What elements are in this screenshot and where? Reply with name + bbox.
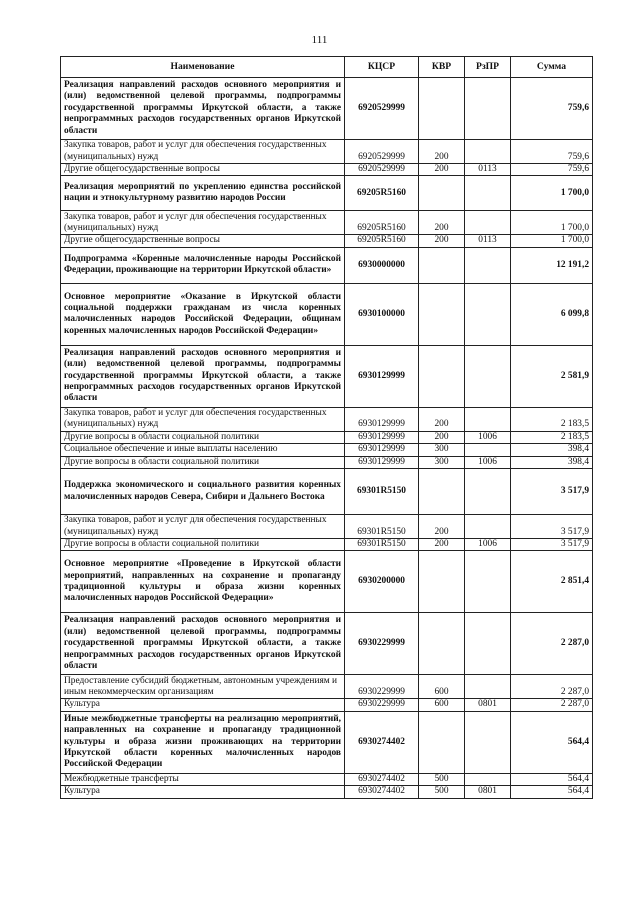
row-kcsr-cell: 69301R5150 [345,539,419,551]
row-sum-cell: 3 517,9 [511,539,593,551]
row-name-cell: Другие вопросы в области социальной политики [61,539,345,551]
row-rzpr-cell: 0801 [465,699,511,711]
table-row [61,283,593,345]
row-sum-cell: 6 099,8 [511,283,593,345]
table-header-row [61,57,593,78]
row-kvr-cell: 200 [419,431,465,443]
table-row [61,551,593,613]
row-kvr-cell: 300 [419,444,465,456]
row-sum-cell: 398,4 [511,444,593,456]
row-rzpr-cell [465,78,511,140]
row-name-cell: Поддержка экономического и социального развития коренных малочисленных народов Севера, Сибири и Дальнего Востока [61,469,345,515]
row-kcsr-cell: 6930100000 [345,283,419,345]
row-kcsr-cell: 6930129999 [345,407,419,431]
row-name-cell: Закупка товаров, работ и услуг для обеспечения государственных (муниципальных) нужд [61,140,345,164]
header-rzpr: РзПР [465,57,511,78]
table-row [61,469,593,515]
table-row [61,613,593,675]
row-kcsr-cell: 6930129999 [345,444,419,456]
row-kcsr-cell: 6930274402 [345,773,419,785]
row-kvr-cell: 600 [419,699,465,711]
row-kvr-cell: 200 [419,407,465,431]
row-kcsr-cell: 6930000000 [345,247,419,283]
row-kvr-cell [419,345,465,407]
row-kcsr-cell: 6920529999 [345,164,419,176]
row-sum-cell: 2 581,9 [511,345,593,407]
row-kcsr-cell: 69301R5150 [345,469,419,515]
row-sum-cell: 759,6 [511,140,593,164]
row-rzpr-cell [465,773,511,785]
row-sum-cell: 564,4 [511,773,593,785]
row-name-cell: Основное мероприятие «Оказание в Иркутской области социальной поддержки гражданам из числа коренных малочисленных народов Российской Федерации, общинам коренных малочисленных народов Российской Федерации» [61,283,345,345]
row-rzpr-cell: 0113 [465,164,511,176]
row-name-cell: Закупка товаров, работ и услуг для обеспечения государственных (муниципальных) нужд [61,407,345,431]
row-kvr-cell: 500 [419,786,465,798]
row-sum-cell: 1 700,0 [511,176,593,211]
row-rzpr-cell [465,247,511,283]
row-kcsr-cell: 6930229999 [345,613,419,675]
row-kcsr-cell: 69301R5150 [345,515,419,539]
row-kcsr-cell: 69205R5160 [345,235,419,247]
row-sum-cell: 1 700,0 [511,235,593,247]
row-name-cell: Другие общегосударственные вопросы [61,164,345,176]
table-row [61,711,593,773]
row-kvr-cell: 300 [419,456,465,468]
row-name-cell: Реализация направлений расходов основного мероприятия и (или) ведомственной целевой программы, подпрограммы государственной программы Иркутской области, а также непрограммных расходов государственных органов Иркутской области [61,78,345,140]
row-rzpr-cell [465,407,511,431]
row-kvr-cell [419,78,465,140]
row-name-cell: Реализация мероприятий по укреплению единства российской нации и этнокультурному развитию народов России [61,176,345,211]
row-kvr-cell [419,176,465,211]
table-row [61,539,593,551]
table-row [61,456,593,468]
row-name-cell: Другие вопросы в области социальной политики [61,456,345,468]
row-rzpr-cell [465,613,511,675]
row-name-cell: Межбюджетные трансферты [61,773,345,785]
row-sum-cell: 1 700,0 [511,211,593,235]
page-number: 111 [311,34,328,46]
row-rzpr-cell [465,283,511,345]
row-sum-cell: 12 191,2 [511,247,593,283]
row-kcsr-cell: 6930200000 [345,551,419,613]
header-kcsr: КЦСР [345,57,419,78]
table-row [61,407,593,431]
row-rzpr-cell [465,211,511,235]
row-name-cell: Закупка товаров, работ и услуг для обеспечения государственных (муниципальных) нужд [61,211,345,235]
row-rzpr-cell [465,551,511,613]
table-row [61,211,593,235]
row-name-cell: Основное мероприятие «Проведение в Иркутской области мероприятий, направленных на сохранение и пропаганду традиционной культуры и образа жизни коренных малочисленных народов Российской Федерации» [61,551,345,613]
row-rzpr-cell [465,140,511,164]
row-sum-cell: 2 287,0 [511,613,593,675]
table-row [61,431,593,443]
row-kvr-cell [419,469,465,515]
table-row [61,247,593,283]
row-kcsr-cell: 6930129999 [345,431,419,443]
row-rzpr-cell [465,515,511,539]
row-kvr-cell: 200 [419,211,465,235]
row-name-cell: Подпрограмма «Коренные малочисленные народы Российской Федерации, проживающие на территории Иркутской области» [61,247,345,283]
row-kvr-cell: 200 [419,235,465,247]
header-name: Наименование [61,57,345,78]
row-kcsr-cell: 6930229999 [345,675,419,699]
row-kcsr-cell: 6930129999 [345,456,419,468]
table-row [61,786,593,798]
row-rzpr-cell: 1006 [465,456,511,468]
row-kvr-cell [419,247,465,283]
row-rzpr-cell: 0801 [465,786,511,798]
row-kvr-cell: 200 [419,515,465,539]
header-kvr: КВР [419,57,465,78]
row-kcsr-cell: 6920529999 [345,140,419,164]
row-kcsr-cell: 6930274402 [345,711,419,773]
row-name-cell: Закупка товаров, работ и услуг для обеспечения государственных (муниципальных) нужд [61,515,345,539]
row-name-cell: Другие вопросы в области социальной политики [61,431,345,443]
table-row [61,515,593,539]
row-kvr-cell [419,551,465,613]
row-sum-cell: 2 287,0 [511,699,593,711]
row-sum-cell: 564,4 [511,711,593,773]
row-rzpr-cell [465,345,511,407]
table-row [61,773,593,785]
row-kcsr-cell: 6930129999 [345,345,419,407]
budget-table [60,56,593,799]
row-kvr-cell: 500 [419,773,465,785]
row-kvr-cell [419,711,465,773]
row-rzpr-cell: 0113 [465,235,511,247]
row-sum-cell: 2 183,5 [511,431,593,443]
row-name-cell: Предоставление субсидий бюджетным, автономным учреждениям и иным некоммерческим организациям [61,675,345,699]
row-sum-cell: 398,4 [511,456,593,468]
row-sum-cell: 3 517,9 [511,515,593,539]
row-kvr-cell [419,613,465,675]
row-rzpr-cell [465,711,511,773]
row-sum-cell: 759,6 [511,78,593,140]
row-rzpr-cell [465,444,511,456]
row-rzpr-cell: 1006 [465,539,511,551]
table-row [61,176,593,211]
row-kvr-cell: 200 [419,539,465,551]
row-rzpr-cell: 1006 [465,431,511,443]
row-name-cell: Социальное обеспечение и иные выплаты населению [61,444,345,456]
table-row [61,699,593,711]
row-sum-cell: 3 517,9 [511,469,593,515]
table-row [61,78,593,140]
row-kvr-cell [419,283,465,345]
row-rzpr-cell [465,469,511,515]
row-kvr-cell: 200 [419,140,465,164]
row-rzpr-cell [465,675,511,699]
row-sum-cell: 2 183,5 [511,407,593,431]
table-row [61,675,593,699]
row-name-cell: Другие общегосударственные вопросы [61,235,345,247]
row-kvr-cell: 200 [419,164,465,176]
row-kcsr-cell: 6930274402 [345,786,419,798]
row-name-cell: Реализация направлений расходов основного мероприятия и (или) ведомственной целевой программы, подпрограммы государственной программы Иркутской области, а также непрограммных расходов государственных органов Иркутской области [61,613,345,675]
row-kcsr-cell: 6920529999 [345,78,419,140]
row-sum-cell: 2 287,0 [511,675,593,699]
row-kcsr-cell: 69205R5160 [345,176,419,211]
table-row [61,164,593,176]
row-name-cell: Культура [61,699,345,711]
header-sum: Сумма [511,57,593,78]
row-name-cell: Иные межбюджетные трансферты на реализацию мероприятий, направленных на сохранение и пропаганду традиционной культуры и образа жизни проживающих на территории Иркутской области коренных малочисленных народов Российской Федерации [61,711,345,773]
row-name-cell: Культура [61,786,345,798]
row-rzpr-cell [465,176,511,211]
row-kvr-cell: 600 [419,675,465,699]
row-sum-cell: 2 851,4 [511,551,593,613]
table-row [61,444,593,456]
row-kcsr-cell: 6930229999 [345,699,419,711]
row-sum-cell: 564,4 [511,786,593,798]
table-row [61,345,593,407]
row-sum-cell: 759,6 [511,164,593,176]
row-name-cell: Реализация направлений расходов основного мероприятия и (или) ведомственной целевой программы, подпрограммы государственной программы Иркутской области, а также непрограммных расходов государственных органов Иркутской области [61,345,345,407]
table-row [61,235,593,247]
row-kcsr-cell: 69205R5160 [345,211,419,235]
table-row [61,140,593,164]
